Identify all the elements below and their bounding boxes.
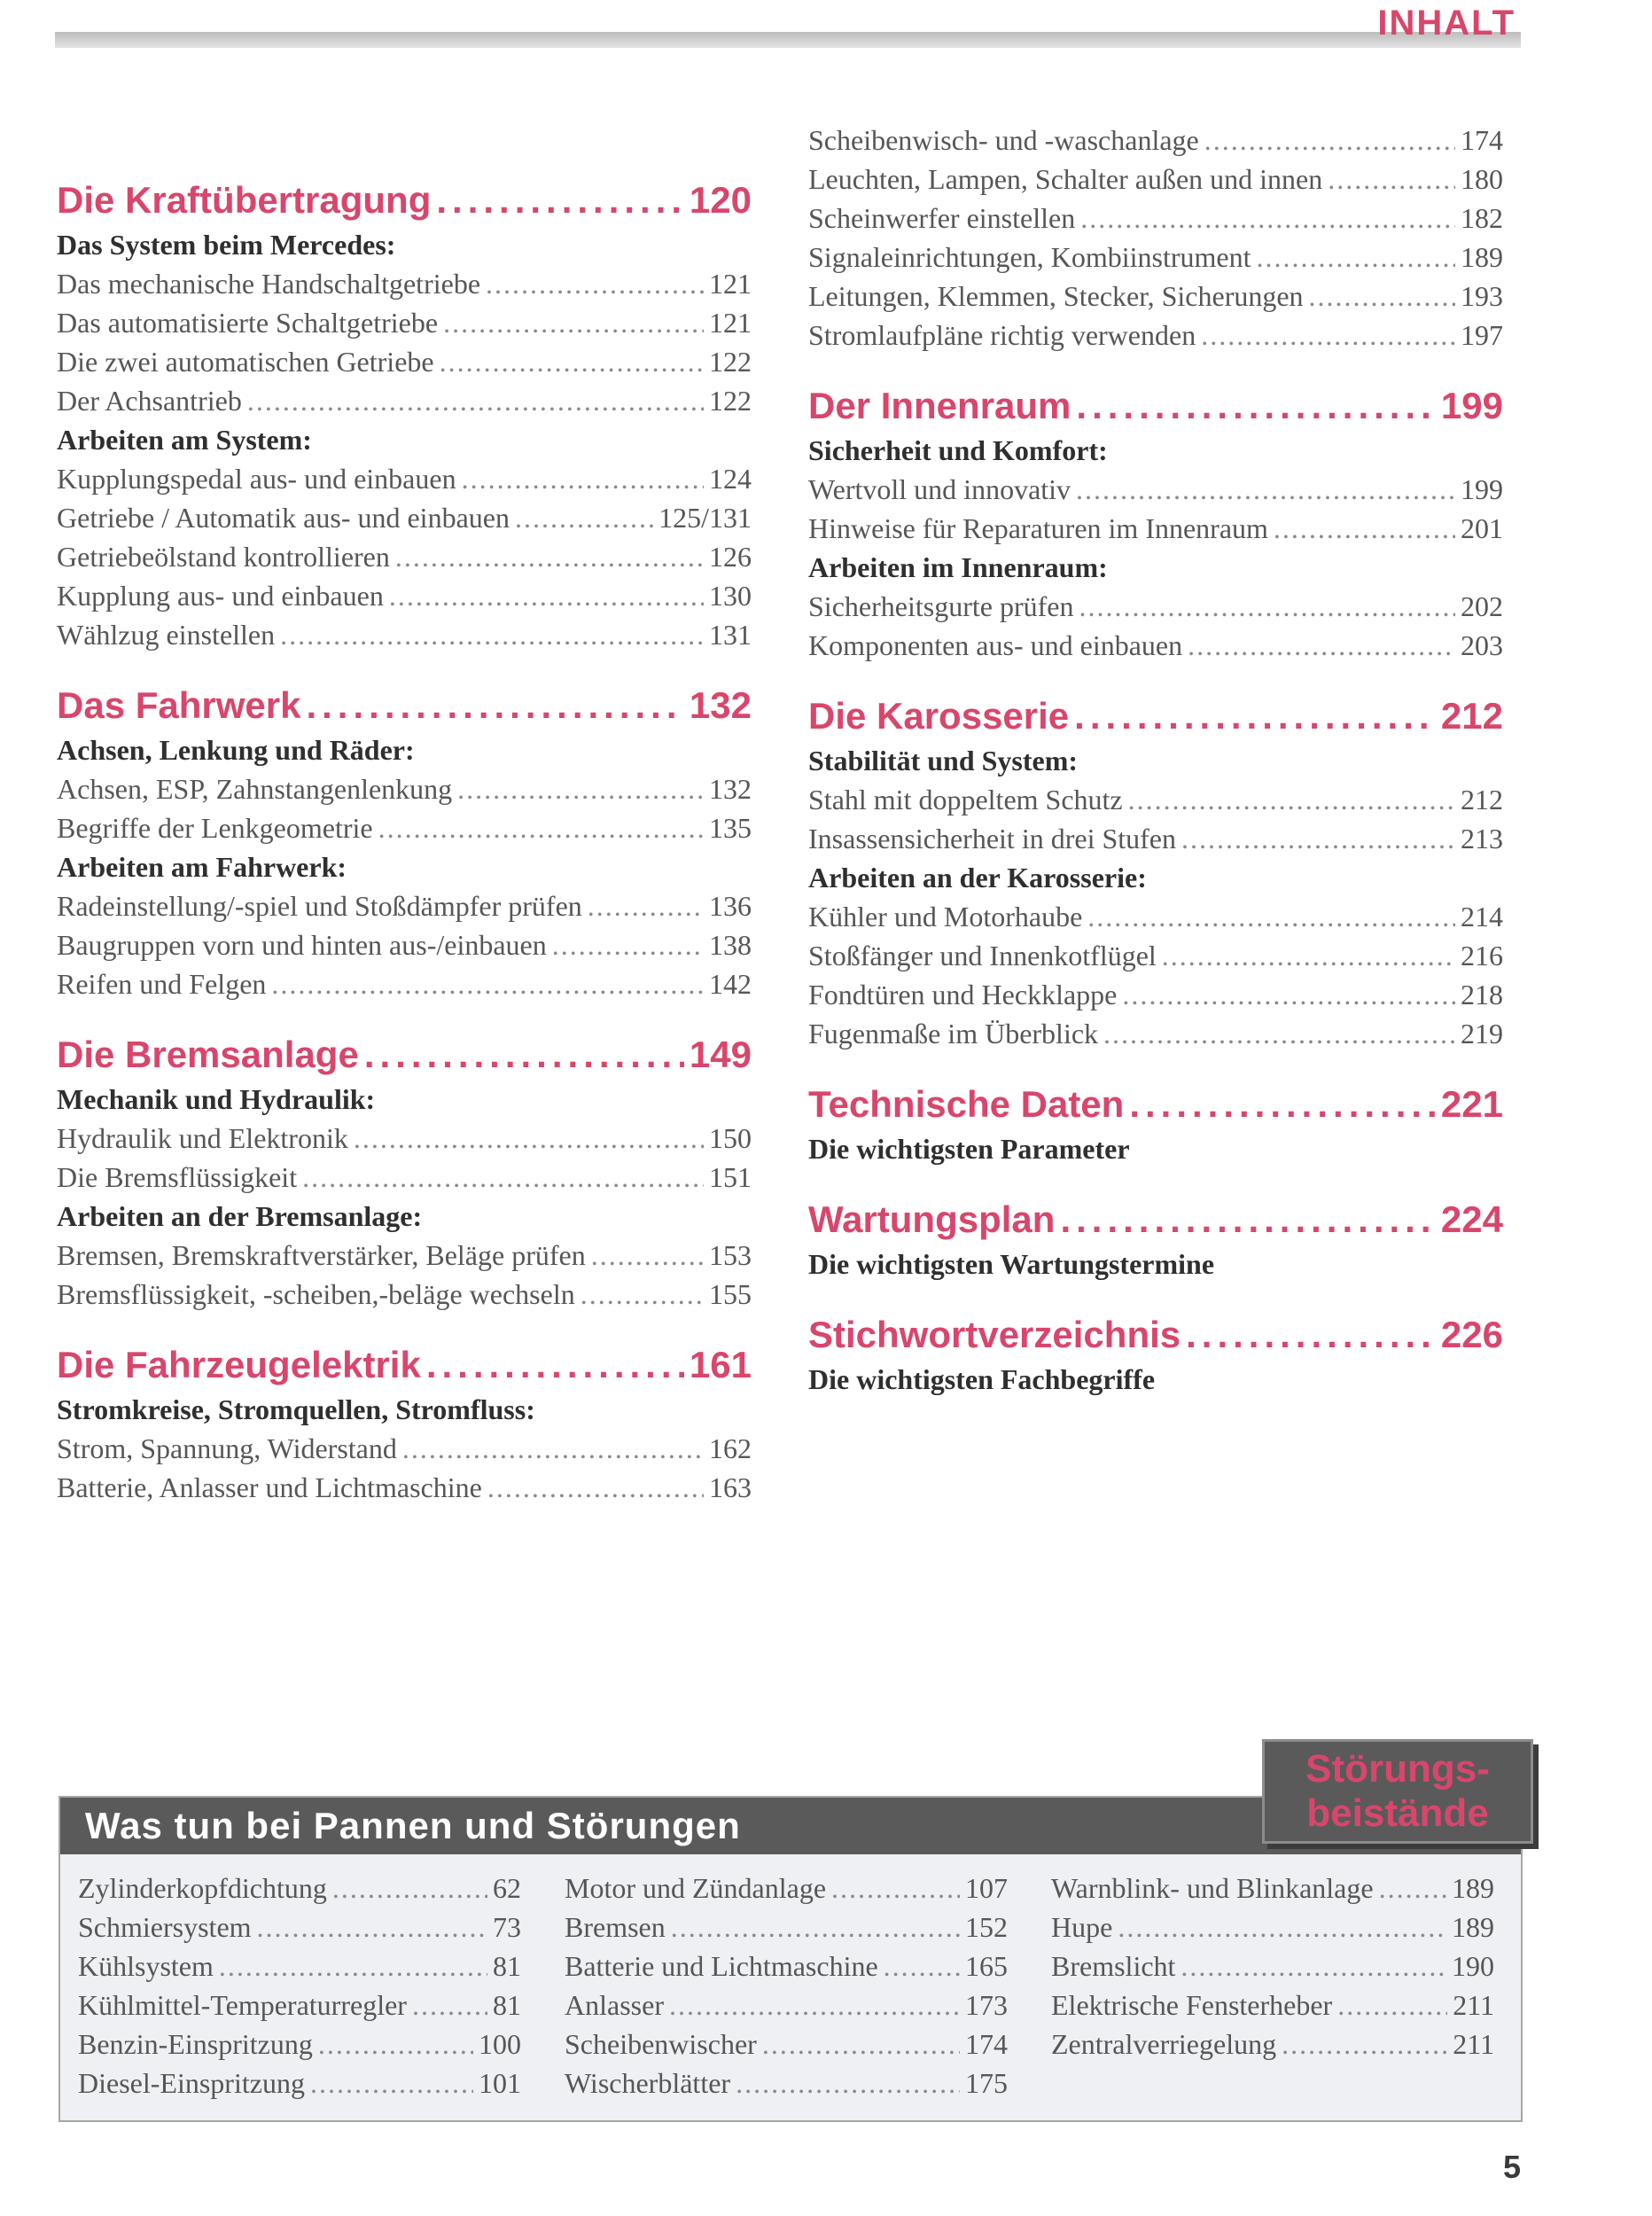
toc-section-heading[interactable]: [808, 1195, 1503, 1245]
toc-entry-title: Reifen und Felgen: [57, 968, 267, 1000]
breakdown-entry-page: 101: [479, 2067, 521, 2099]
toc-entry[interactable]: [57, 1275, 752, 1314]
toc-leader-dots: [332, 1869, 487, 1908]
section-page: 226: [1440, 1314, 1503, 1355]
breakdown-entry[interactable]: [1051, 1947, 1494, 1986]
toc-leader-dots: [1122, 975, 1455, 1014]
section-title: Die Kraftübertragung: [57, 179, 432, 221]
toc-leader-dots: [1282, 2025, 1447, 2064]
toc-entry-title: Fugenmaße im Überblick: [808, 1018, 1099, 1049]
breakdown-entry[interactable]: [78, 1947, 521, 1986]
toc-leader-dots: [1079, 587, 1455, 626]
toc-entry-page: 138: [709, 929, 752, 961]
toc-entry-title: Der Achsantrieb: [57, 385, 242, 417]
toc-entry-title: Hydraulik und Elektronik: [57, 1122, 348, 1154]
toc-section-heading[interactable]: [808, 1080, 1503, 1129]
toc-leader-dots: [669, 1986, 960, 2025]
toc-leader-dots: [1080, 199, 1455, 238]
toc-entry-page: 219: [1461, 1018, 1503, 1049]
toc-entry-title: Kupplung aus- und einbauen: [57, 580, 384, 612]
toc-leader-dots: [280, 615, 704, 654]
toc-entry-title: Getriebe / Automatik aus- und einbauen: [57, 502, 510, 534]
toc-leader-dots: [588, 886, 704, 925]
toc-entry-title: Signaleinrichtungen, Kombiinstrument: [808, 241, 1251, 273]
section-page: 149: [689, 1034, 752, 1075]
toc-leader-dots: [402, 1429, 704, 1468]
toc-entry-page: 216: [1461, 940, 1503, 971]
breakdown-entry-title: Warnblink- und Blinkanlage: [1051, 1872, 1374, 1904]
toc-entry-page: 193: [1461, 280, 1503, 312]
breakdown-entry-page: 62: [493, 1872, 521, 1904]
breakdown-entry-title: Kühlsystem: [78, 1950, 214, 1982]
toc-leader-dots: [1076, 381, 1436, 431]
breakdown-entry-page: 81: [493, 1950, 521, 1982]
toc-leader-dots: [1074, 691, 1436, 741]
breakdown-entry[interactable]: [78, 2025, 521, 2064]
toc-leader-dots: [1103, 1014, 1455, 1053]
breakdown-entry-title: Bremslicht: [1051, 1950, 1176, 1982]
toc-subheading: Stabilität und System:: [808, 745, 1079, 776]
toc-entry-page: 155: [709, 1278, 752, 1310]
toc-entry-page: 131: [709, 619, 752, 651]
toc-section: [57, 176, 752, 654]
toc-entry[interactable]: [808, 277, 1503, 316]
toc-leader-dots: [412, 1986, 487, 2025]
toc-leader-dots: [354, 1119, 704, 1158]
toc-entry-title: Batterie, Anlasser und Lichtmaschine: [57, 1471, 482, 1503]
toc-subheading: Arbeiten an der Karosserie:: [808, 862, 1147, 893]
toc-leader-dots: [1087, 897, 1455, 936]
breakdown-entry-title: Hupe: [1051, 1911, 1113, 1943]
toc-leader-dots: [515, 498, 653, 537]
toc-entry-title: Leitungen, Klemmen, Stecker, Sicherungen: [808, 280, 1304, 312]
header-rule: [55, 32, 1521, 48]
toc-entry-title: Begriffe der Lenkgeometrie: [57, 812, 373, 844]
toc-entry-page: 203: [1461, 629, 1503, 661]
toc-entry[interactable]: [57, 342, 752, 381]
breakdown-entry[interactable]: [1051, 1869, 1494, 1908]
toc-section: [808, 1080, 1503, 1168]
section-title: Stichwortverzeichnis: [808, 1314, 1181, 1355]
toc-entry-title: Hinweise für Reparaturen im Innenraum: [808, 512, 1268, 544]
breakdown-entry-title: Diesel-Einspritzung: [78, 2067, 305, 2099]
toc-entry-title: Radeinstellung/-spiel und Stoßdämpfer prüfen: [57, 890, 582, 922]
toc-entry-page: 130: [709, 580, 752, 612]
breakdown-entry-page: 211: [1453, 1989, 1494, 2021]
breakdown-entry-page: 100: [479, 2028, 521, 2060]
breakdown-entry[interactable]: [565, 1908, 1008, 1947]
toc-entry[interactable]: [57, 615, 752, 654]
toc-leader-dots: [1201, 316, 1455, 355]
toc-section-heading[interactable]: [808, 381, 1503, 431]
breakdown-entry-page: 81: [493, 1989, 521, 2021]
toc-entry[interactable]: [808, 819, 1503, 858]
toc-leader-dots: [462, 459, 704, 498]
toc-section: [57, 1340, 752, 1507]
toc-leader-dots: [831, 1869, 960, 1908]
toc-leader-dots: [257, 1908, 487, 1947]
breakdown-entry-title: Kühlmittel-Temperaturregler: [78, 1989, 407, 2021]
breakdown-entry[interactable]: [78, 1869, 521, 1908]
toc-entry-page: 199: [1461, 473, 1503, 505]
breakdown-entry-title: Elektrische Fensterheber: [1051, 1989, 1333, 2021]
toc-section-heading[interactable]: [808, 1310, 1503, 1360]
toc-entry-page: 212: [1461, 784, 1503, 815]
breakdown-entry-title: Zylinderkopfdichtung: [78, 1872, 327, 1904]
toc-leader-dots: [1274, 509, 1455, 548]
toc-entry[interactable]: [808, 975, 1503, 1014]
breakdown-entry-page: 190: [1452, 1950, 1494, 1982]
toc-entry-title: Stahl mit doppeltem Schutz: [808, 784, 1123, 815]
toc-leader-dots: [443, 303, 704, 342]
toc-leader-dots: [318, 2025, 473, 2064]
toc-entry[interactable]: [808, 160, 1503, 199]
toc-entry-title: Stromlaufpläne richtig verwenden: [808, 319, 1196, 351]
toc-leader-dots: [1204, 121, 1455, 160]
toc-entry[interactable]: [57, 303, 752, 342]
toc-section: [808, 381, 1503, 665]
toc-entry-page: 213: [1461, 823, 1503, 854]
breakdown-entry-title: Benzin-Einspritzung: [78, 2028, 313, 2060]
toc-entry[interactable]: [57, 964, 752, 1003]
toc-leader-dots: [552, 925, 704, 964]
toc-leader-dots: [1337, 1986, 1447, 2025]
toc-entry-title: Kühler und Motorhaube: [808, 901, 1083, 932]
breakdown-entry-page: 165: [965, 1950, 1008, 1982]
toc-entry[interactable]: [57, 1429, 752, 1468]
breakdown-entry[interactable]: [78, 1986, 521, 2025]
toc-section: [808, 691, 1503, 1053]
toc-entry-page: 151: [709, 1161, 752, 1193]
toc-subheading: Die wichtigsten Fachbegriffe: [808, 1363, 1156, 1395]
toc-entry[interactable]: [808, 316, 1503, 355]
breakdown-entry[interactable]: [78, 1908, 521, 1947]
toc-entry[interactable]: [57, 576, 752, 615]
toc-leader-dots: [440, 342, 704, 381]
toc-leader-dots: [378, 808, 704, 847]
badge-line-2: beistände: [1306, 1791, 1489, 1835]
section-title: Technische Daten: [808, 1083, 1125, 1125]
toc-leader-dots: [436, 176, 684, 225]
toc-entry-title: Wählzug einstellen: [57, 619, 276, 651]
section-title: Die Bremsanlage: [57, 1034, 359, 1075]
toc-subheading: Die wichtigsten Wartungstermine: [808, 1248, 1215, 1280]
toc-section: [57, 681, 752, 1003]
toc-entry-page: 126: [709, 541, 752, 573]
breakdown-entry-page: 173: [965, 1989, 1008, 2021]
toc-entry-page: 121: [709, 307, 752, 339]
toc-entry[interactable]: [57, 264, 752, 303]
toc-leader-dots: [591, 1236, 704, 1275]
section-page: 161: [689, 1344, 752, 1385]
toc-entry-page: 132: [709, 773, 752, 805]
toc-subheading: Arbeiten am System:: [57, 424, 312, 456]
toc-entry[interactable]: [808, 199, 1503, 238]
toc-entry-page: 153: [709, 1239, 752, 1271]
toc-entry-page: 162: [709, 1432, 752, 1464]
breakdown-column: [547, 1869, 1033, 2103]
breakdown-badge: [1262, 1739, 1533, 1844]
toc-section-continued: [808, 121, 1503, 355]
toc-leader-dots: [581, 1275, 704, 1314]
toc-leader-dots: [762, 2025, 960, 2064]
section-page: 212: [1440, 695, 1503, 737]
toc-entry-page: 135: [709, 812, 752, 844]
toc-entry-title: Stoßfänger und Innenkotflügel: [808, 940, 1157, 971]
toc-leader-dots: [1181, 819, 1455, 858]
toc-entry-title: Das mechanische Handschaltgetriebe: [57, 268, 481, 300]
section-page: 221: [1440, 1083, 1503, 1125]
toc-section-heading[interactable]: [57, 176, 752, 225]
toc-entry-title: Das automatisierte Schaltgetriebe: [57, 307, 439, 339]
toc-leader-dots: [247, 381, 704, 420]
breakdown-entry-title: Motor und Zündanlage: [565, 1872, 827, 1904]
toc-leader-dots: [1181, 1947, 1446, 1986]
breakdown-entry-title: Schmiersystem: [78, 1911, 252, 1943]
toc-entry[interactable]: [808, 897, 1503, 936]
toc-leader-dots: [736, 2064, 960, 2103]
breakdown-entry-page: 189: [1452, 1872, 1494, 1904]
breakdown-entry-page: 189: [1452, 1911, 1494, 1943]
toc-leader-dots: [302, 1158, 704, 1197]
toc-entry-title: Bremsflüssigkeit, -scheiben,-beläge wechseln: [57, 1278, 575, 1310]
toc-entry-page: 218: [1461, 979, 1503, 1010]
toc-leader-dots: [1188, 626, 1455, 665]
toc-leader-dots: [389, 576, 704, 615]
toc-entry-page: 136: [709, 890, 752, 922]
toc-entry[interactable]: [808, 509, 1503, 548]
toc-leader-dots: [1076, 470, 1455, 509]
toc-leader-dots: [486, 264, 704, 303]
toc-entry-page: 174: [1461, 124, 1503, 156]
breakdown-entry-page: 174: [965, 2028, 1008, 2060]
toc-leader-dots: [457, 769, 704, 808]
toc-entry-page: 142: [709, 968, 752, 1000]
toc-entry-title: Bremsen, Bremskraftverstärker, Beläge prüfen: [57, 1239, 586, 1271]
toc-entry-page: 202: [1461, 590, 1503, 622]
toc-subheading: Arbeiten an der Bremsanlage:: [57, 1200, 423, 1232]
toc-entry-page: 150: [709, 1122, 752, 1154]
toc-subheading: Die wichtigsten Parameter: [808, 1133, 1130, 1165]
toc-section: [808, 1310, 1503, 1399]
breakdown-columns: [60, 1869, 1521, 2103]
toc-entry-title: Kupplungspedal aus- und einbauen: [57, 463, 456, 495]
breakdown-entry[interactable]: [78, 2064, 521, 2103]
section-page: 199: [1440, 385, 1503, 426]
toc-entry-title: Insassensicherheit in drei Stufen: [808, 823, 1176, 854]
toc-left-column: [57, 176, 752, 1533]
toc-subheading: Sicherheit und Komfort:: [808, 434, 1108, 466]
toc-leader-dots: [1379, 1869, 1446, 1908]
toc-entry-page: 189: [1461, 241, 1503, 273]
breakdown-entry-page: 175: [965, 2067, 1008, 2099]
toc-leader-dots: [395, 537, 704, 576]
breakdown-entry[interactable]: [1051, 1986, 1494, 2025]
toc-entry[interactable]: [808, 780, 1503, 819]
toc-entry[interactable]: [57, 769, 752, 808]
section-title: Der Innenraum: [808, 385, 1071, 426]
toc-subheading: Arbeiten am Fahrwerk:: [57, 851, 347, 883]
toc-section-heading[interactable]: [808, 691, 1503, 741]
breakdown-entry-title: Scheibenwischer: [565, 2028, 757, 2060]
toc-leader-dots: [1309, 277, 1455, 316]
toc-entry[interactable]: [57, 925, 752, 964]
toc-entry-page: 214: [1461, 901, 1503, 932]
section-title: Die Fahrzeugelektrik: [57, 1344, 421, 1385]
section-page: 120: [689, 179, 752, 221]
toc-entry[interactable]: [808, 626, 1503, 665]
toc-leader-dots: [1060, 1195, 1435, 1245]
toc-entry[interactable]: [57, 459, 752, 498]
toc-leader-dots: [1162, 936, 1455, 975]
breakdown-column: [60, 1869, 547, 2103]
toc-leader-dots: [306, 681, 683, 730]
toc-entry-title: Wertvoll und innovativ: [808, 473, 1071, 505]
section-page: 224: [1440, 1198, 1503, 1240]
toc-entry[interactable]: [57, 1119, 752, 1158]
toc-subheading: Achsen, Lenkung und Räder:: [57, 734, 415, 766]
section-page: 132: [689, 684, 752, 726]
toc-leader-dots: [487, 1468, 704, 1507]
header-label: INHALT: [1377, 4, 1516, 43]
breakdown-entry-title: Bremsen: [565, 1911, 666, 1943]
toc-entry-title: Strom, Spannung, Widerstand: [57, 1432, 397, 1464]
breakdown-entry-title: Zentralverriegelung: [1051, 2028, 1277, 2060]
toc-entry[interactable]: [808, 587, 1503, 626]
toc-subheading: Mechanik und Hydraulik:: [57, 1083, 376, 1115]
toc-entry[interactable]: [57, 498, 752, 537]
toc-entry[interactable]: [808, 936, 1503, 975]
toc-entry-page: 124: [709, 463, 752, 495]
toc-leader-dots: [884, 1947, 960, 1986]
toc-entry-page: 125/131: [658, 502, 752, 534]
breakdown-title: Was tun bei Pannen und Störungen: [60, 1798, 1521, 1854]
toc-entry-title: Scheibenwisch- und -waschanlage: [808, 124, 1199, 156]
toc-entry[interactable]: [808, 238, 1503, 277]
section-title: Das Fahrwerk: [57, 684, 301, 726]
breakdown-column: [1033, 1869, 1520, 2103]
section-title: Wartungsplan: [808, 1198, 1056, 1240]
toc-leader-dots: [1118, 1908, 1446, 1947]
toc-leader-dots: [1129, 1080, 1436, 1129]
toc-entry-page: 182: [1461, 202, 1503, 234]
toc-entry[interactable]: [57, 381, 752, 420]
breakdown-entry-page: 73: [493, 1911, 521, 1943]
page-number: 5: [1503, 2149, 1522, 2185]
toc-entry[interactable]: [57, 886, 752, 925]
toc-leader-dots: [364, 1030, 684, 1080]
breakdown-box: [58, 1796, 1523, 2122]
toc-entry[interactable]: [57, 1468, 752, 1507]
section-title: Die Karosserie: [808, 695, 1070, 737]
badge-line-1: Störungs-: [1305, 1747, 1490, 1791]
toc-entry-title: Getriebeölstand kontrollieren: [57, 541, 390, 573]
toc-entry-page: 122: [709, 385, 752, 417]
toc-leader-dots: [671, 1908, 960, 1947]
breakdown-entry[interactable]: [565, 2025, 1008, 2064]
toc-entry[interactable]: [57, 1236, 752, 1275]
toc-entry-page: 180: [1461, 163, 1503, 195]
breakdown-entry[interactable]: [565, 1869, 1008, 1908]
toc-leader-dots: [1328, 160, 1455, 199]
toc-entry-title: Achsen, ESP, Zahnstangenlenkung: [57, 773, 453, 805]
toc-entry-title: Leuchten, Lampen, Schalter außen und innen: [808, 163, 1323, 195]
toc-entry-title: Fondtüren und Heckklappe: [808, 979, 1118, 1010]
toc-entry-page: 122: [709, 346, 752, 378]
toc-leader-dots: [219, 1947, 487, 1986]
toc-section-heading[interactable]: [57, 1030, 752, 1080]
toc-section-heading[interactable]: [57, 1340, 752, 1390]
toc-subheading: Stromkreise, Stromquellen, Stromfluss:: [57, 1393, 535, 1425]
toc-leader-dots: [1256, 238, 1455, 277]
toc-section-heading[interactable]: [57, 681, 752, 730]
breakdown-entry-title: Anlasser: [565, 1989, 664, 2021]
toc-entry-title: Baugruppen vorn und hinten aus-/einbauen: [57, 929, 547, 961]
breakdown-entry-page: 152: [965, 1911, 1008, 1943]
toc-entry-title: Sicherheitsgurte prüfen: [808, 590, 1074, 622]
toc-entry[interactable]: [808, 470, 1503, 509]
breakdown-entry[interactable]: [1051, 2025, 1494, 2064]
toc-section: [57, 1030, 752, 1314]
breakdown-entry[interactable]: [565, 1986, 1008, 2025]
toc-entry-page: 163: [709, 1471, 752, 1503]
toc-leader-dots: [1128, 780, 1455, 819]
toc-entry[interactable]: [808, 121, 1503, 160]
breakdown-entry-page: 107: [965, 1872, 1008, 1904]
toc-leader-dots: [1186, 1310, 1436, 1360]
toc-entry-page: 121: [709, 268, 752, 300]
toc-entry-title: Die zwei automatischen Getriebe: [57, 346, 434, 378]
toc-entry-page: 201: [1461, 512, 1503, 544]
toc-right-column: [808, 124, 1503, 1425]
breakdown-entry-title: Wischerblätter: [565, 2067, 731, 2099]
toc-leader-dots: [310, 2064, 473, 2103]
toc-section: [808, 1195, 1503, 1284]
breakdown-entry[interactable]: [565, 2064, 1008, 2103]
breakdown-entry[interactable]: [565, 1947, 1008, 1986]
toc-entry-title: Komponenten aus- und einbauen: [808, 629, 1183, 661]
toc-leader-dots: [426, 1340, 684, 1390]
toc-entry-title: Scheinwerfer einstellen: [808, 202, 1076, 234]
toc-subheading: Arbeiten im Innenraum:: [808, 551, 1108, 583]
toc-leader-dots: [271, 964, 704, 1003]
breakdown-entry[interactable]: [1051, 1908, 1494, 1947]
toc-entry[interactable]: [57, 808, 752, 847]
toc-entry-title: Die Bremsflüssigkeit: [57, 1161, 298, 1193]
toc-subheading: Das System beim Mercedes:: [57, 229, 396, 261]
toc-entry-page: 197: [1461, 319, 1503, 351]
toc-entry[interactable]: [57, 1158, 752, 1197]
breakdown-entry-title: Batterie und Lichtmaschine: [565, 1950, 878, 1982]
breakdown-entry-page: 211: [1453, 2028, 1494, 2060]
toc-entry[interactable]: [57, 537, 752, 576]
toc-entry[interactable]: [808, 1014, 1503, 1053]
